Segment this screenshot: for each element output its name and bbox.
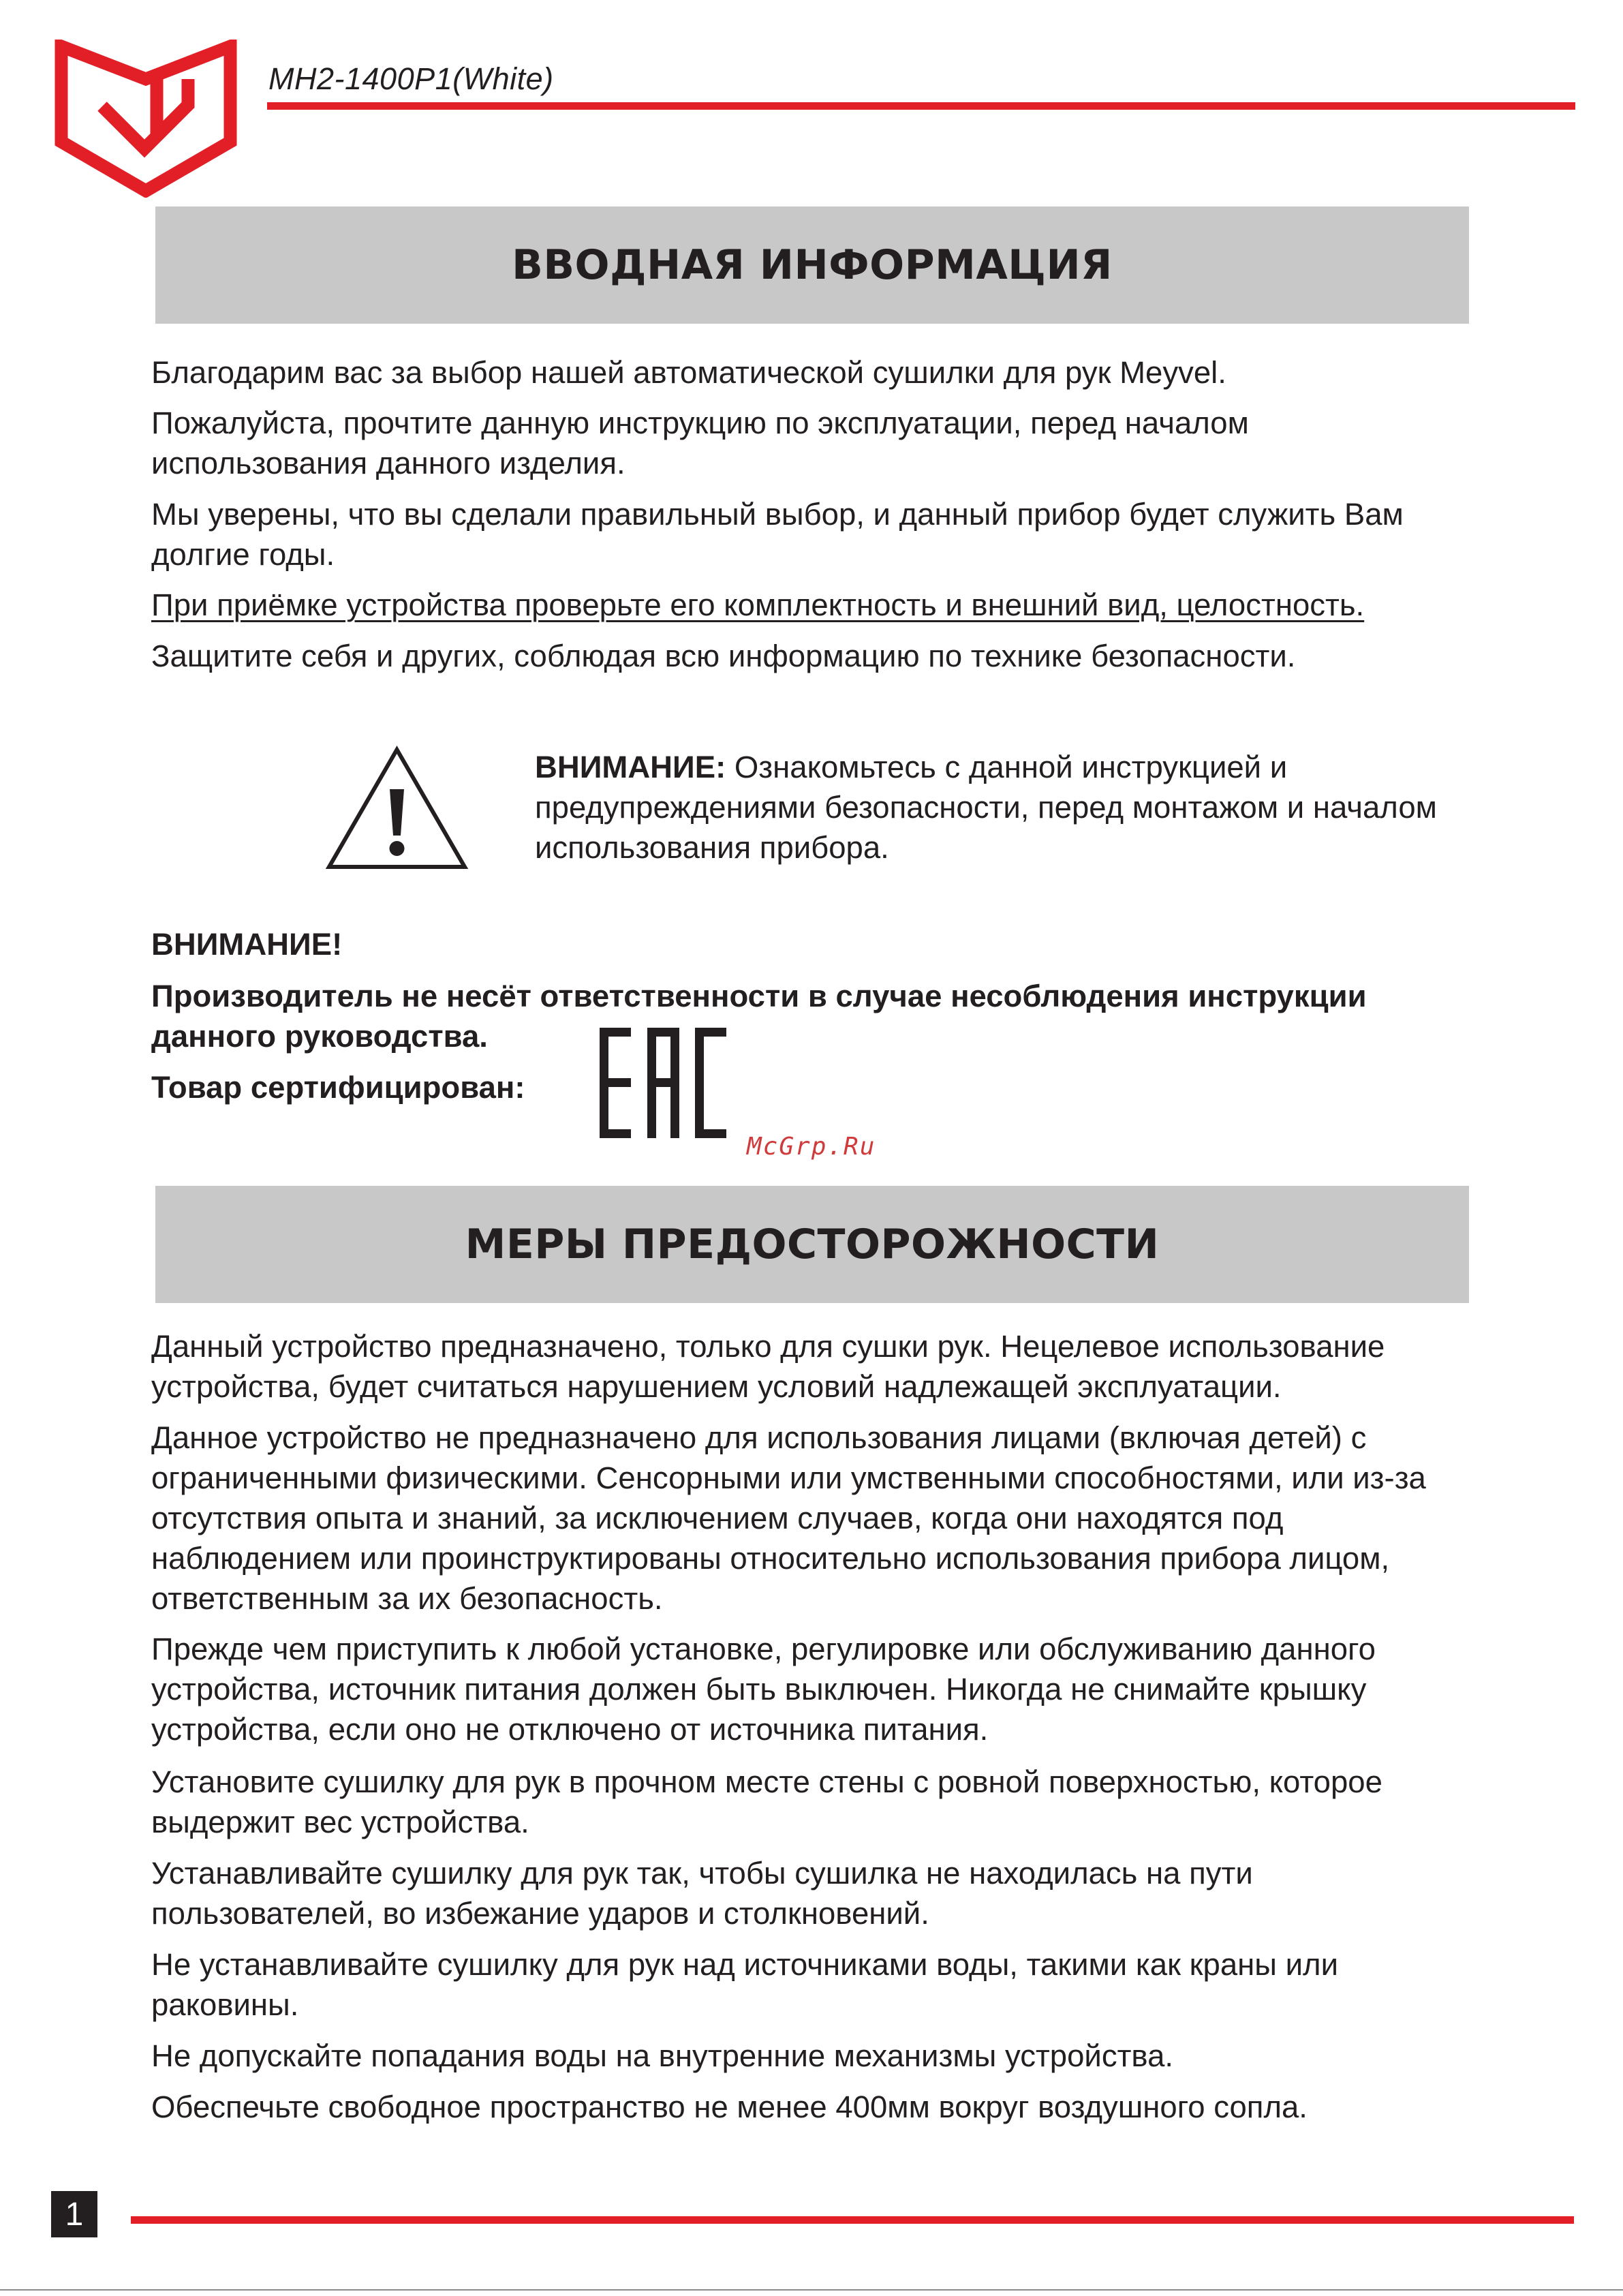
- notice-certified: Товар сертифицирован:: [151, 1070, 525, 1105]
- safety-paragraph-clearance: Обеспечьте свободное пространство не менее 400мм вокруг воздушного сопла.: [151, 2090, 1308, 2124]
- safety-paragraph-water-ingress: Не допускайте попадания воды на внутренние механизмы устройства.: [151, 2038, 1174, 2073]
- warning-message: Ознакомьтесь с данной инструкцией и предупреждениями безопасности, перед монтажом и началом использования прибора.: [535, 750, 1437, 865]
- safety-paragraph-purpose: Данный устройство предназначено, только для сушки рук. Нецелевое использование устройства, будет считаться нарушением условий надлежащей эксплуатации.: [151, 1329, 1385, 1404]
- notice-title: ВНИМАНИЕ!: [151, 927, 343, 962]
- intro-paragraph-safety: Защитите себя и других, соблюдая всю информацию по технике безопасности.: [151, 639, 1296, 673]
- safety-paragraph-power-off: Прежде чем приступить к любой установке, регулировке или обслуживанию данного устройства, источник питания должен быть выключен. Никогда не снимайте крышку устройства, если оно не отключено от источника питания.: [151, 1632, 1376, 1747]
- warning-text: [535, 747, 1462, 868]
- footer-divider: [131, 2216, 1574, 2224]
- intro-paragraph-read: Пожалуйста, прочтите данную инструкцию по эксплуатации, перед началом использования данного изделия.: [151, 405, 1249, 480]
- notice-liability: Производитель не несёт ответственности в случае несоблюдения инструкции данного руководства.: [151, 979, 1367, 1054]
- intro-section-title: ВВОДНАЯ ИНФОРМАЦИЯ: [512, 241, 1113, 289]
- safety-paragraph-wall: Установите сушилку для рук в прочном месте стены с ровной поверхностью, которое выдержит вес устройства.: [151, 1764, 1382, 1839]
- safety-section-banner: [155, 1186, 1469, 1303]
- intro-paragraph-thanks: Благодарим вас за выбор нашей автоматической сушилки для рук Meyvel.: [151, 355, 1226, 390]
- safety-paragraph-persons: Данное устройство не предназначено для использования лицами (включая детей) с ограниченными физическими. Сенсорными или умственными способностями, или из-за отсутствия опыта и знаний, за исключением случаев, когда они находятся под наблюдением или проинструктированы относительно использования прибора лицом, ответственным за их безопасность.: [151, 1420, 1426, 1616]
- intro-paragraph-choice: Мы уверены, что вы сделали правильный выбор, и данный прибор будет служить Вам долгие годы.: [151, 497, 1404, 572]
- eac-certification-mark: [600, 1028, 726, 1138]
- page-number: 1: [51, 2191, 97, 2237]
- safety-paragraph-placement: Устанавливайте сушилку для рук так, чтобы сушилка не находилась на пути пользователей, во избежание ударов и столкновений.: [151, 1856, 1253, 1931]
- header-divider: [267, 102, 1575, 110]
- safety-section-title: МЕРЫ ПРЕДОСТОРОЖНОСТИ: [465, 1221, 1160, 1268]
- page-edge: [0, 2289, 1623, 2291]
- safety-paragraph-water-sources: Не устанавливайте сушилку для рук над источниками воды, такими как краны или раковины.: [151, 1947, 1338, 2022]
- warning-triangle-icon: [324, 744, 470, 872]
- watermark-text: McGrp.Ru: [747, 1133, 876, 1161]
- intro-paragraph-inspection: При приёмке устройства проверьте его комплектность и внешний вид, целостность.: [151, 587, 1365, 622]
- brand-logo-icon: [55, 40, 237, 198]
- model-name: MH2-1400P1(White): [268, 61, 554, 96]
- intro-section-banner: [155, 206, 1469, 324]
- warning-label: ВНИМАНИЕ:: [535, 750, 726, 784]
